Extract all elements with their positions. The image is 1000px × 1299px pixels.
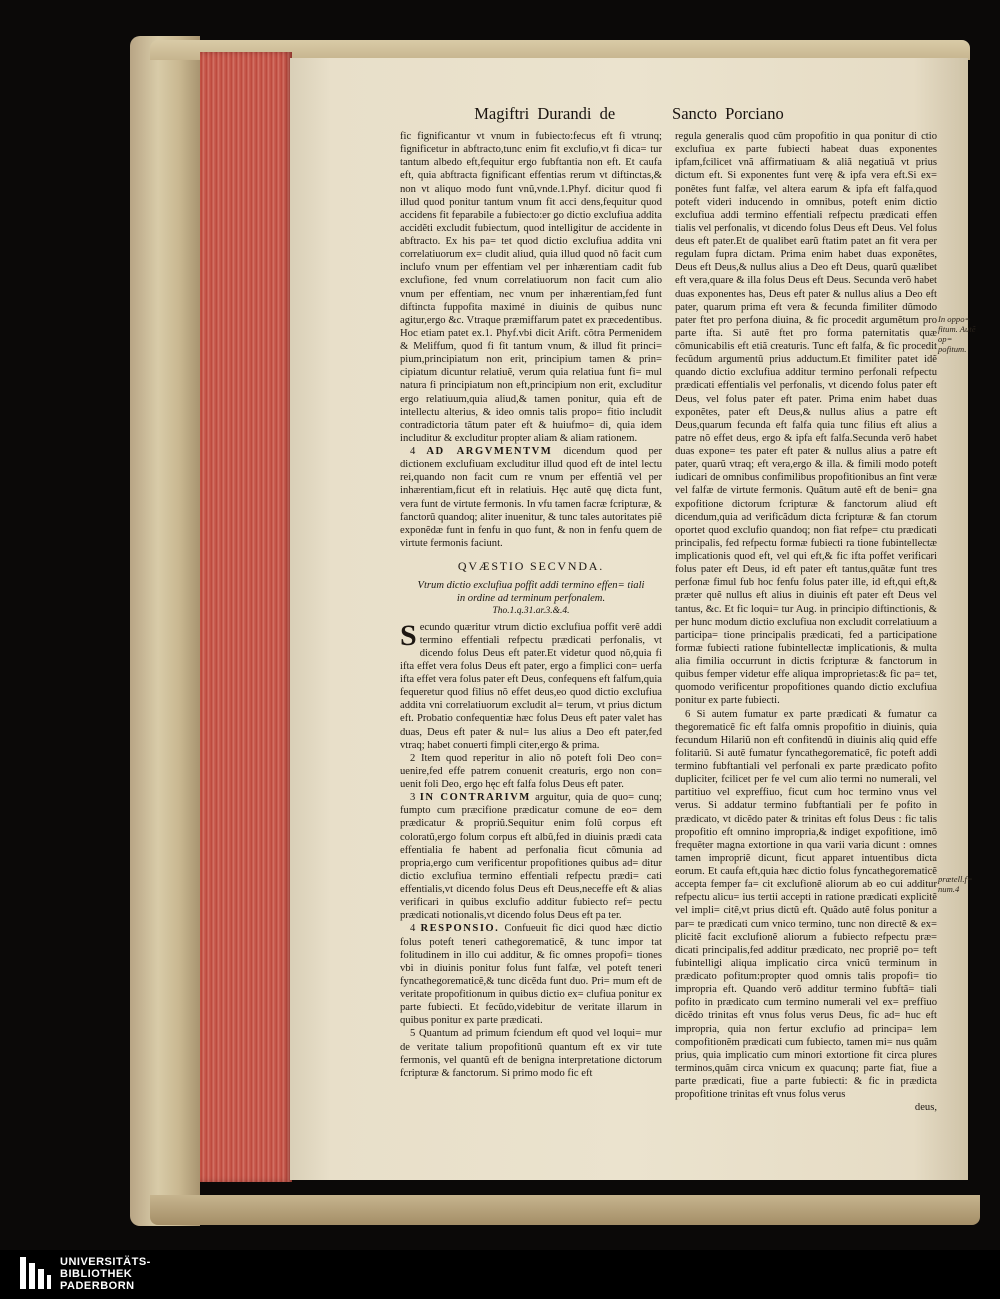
paragraph-text: Confueuit fic dici quod hæc dictio folus poteft teneri cathegorematicẽ, & tunc impor tat folitudinem in illo cui additur, & fic omnes propofi= tiones vbi in diuinis ponitur folus funt falfæ, vel poteft teneri fyncathegorematicẽ,& tunc dicẽda funt duo. Pri= mum eft de veritate propofitionum in quibus dictio ex= clufiua ponitur ex parte fubiecti. Et fecũdo,videbitur de veritate illarum in quibus ponitur ex parte prædicati. (400, 923, 662, 1027)
paragraph-number: 2 (410, 752, 416, 764)
paragraph (400, 445, 662, 550)
paragraph (400, 618, 662, 752)
paragraph-number: 6 (685, 708, 691, 720)
library-footer (0, 1250, 1000, 1299)
right-column (675, 130, 937, 1114)
library-name (60, 1256, 151, 1292)
library-name-line: BIBLIOTHEK (60, 1268, 133, 1280)
header-right: Sancto Porciano (672, 104, 784, 123)
paragraph-number: 5 (410, 1028, 416, 1040)
book-page (290, 58, 976, 1180)
library-logo-icon (18, 1255, 52, 1291)
question-heading: QVÆSTIO SECVNDA. (457, 559, 605, 573)
paragraph-text: arguitur, quia de quo= cunq; fumpto cum præcifione prædicatur comune de eo= dem prædicatur & propriũ.Sequitur enim folũ corpus eft coloratũ,ergo folum corpus eft albũ,fed in diuinis prædi cata effentialia fe habent ad perfonalia ficut cõmunia ad propria,ergo cum verificentur propofitiones quibus ad= ditur dictio exclufiua termino effentiali refpectu prædi= cati effentialis,vt dicendo folus Deus eft Deus,neceffe eft & alias verificari in quibus exclufio additur fubiecto ref= pectu prædicati notionalis,vt dicendo folus Deus eft pa ter. (400, 792, 662, 922)
margin-note: In oppo= fitum. Autẽ op= pofitum. (938, 314, 976, 354)
paragraph-number: 4 (410, 446, 416, 457)
lead-words: RESPONSIO. (420, 923, 500, 935)
paragraph-text: ecundo quæritur vtrum dictio exclufiua poffit verẽ addi termino effentiali refpectu prædicati perfonalis, vt dicendo folus Deus eft pater.Et videtur quod nõ,quia fi ifta effet vera folus Deus eft pater, ergo a fimplici con= uerfa ifta effet vera folus pater eft Deus, confequens eft falfum,quia fequeretur quod filius nõ effet deus,eo quod dictio exclufiua addita vni correlatiuorum excludit al= terum, vt prius dictum eft. Probatio confequentiæ hæc folus Deus eft pater valet has duas, Deus eft pater & nul= lus alius a Deo eft pater,fed vtraq; habet conuerti fimpli citer,ergo & prima. (400, 621, 662, 751)
vellum-binding (130, 36, 200, 1226)
paragraph-text: Quantum ad primum fciendum eft quod vel loqui= mur de veritate talium propofitionũ quantum eft ex vir tute fermonis, vel quantũ eft de benigna interpretatione dictorum fcripturæ & fanctorum. Si primo modo fic eft (400, 1028, 662, 1079)
running-header (290, 104, 968, 124)
paragraph-text: Si autem fumatur ex parte prædicati & fumatur ca thegorematicẽ fic eft falfa omnis propofitio in diuinis, quia fecundum Hilariũ non eft confitendũ in diuinis aliq quid effe folitariũ. Si autẽ fumatur fyncathegorematicẽ, fic poteft addi termino fubftantiali vel perfonali ex parte prædicato pofito dupliciter, fcilicet per fe vel cum alio termi no numerali, vel partitiuo vel expreffiuo, ficut cum hoc termino vnus vel verus. Si addatur termino fubftantiali per fe pofito in prædicato, vt dicẽdo pater & trinitas eft folus Deus : fic talis propofitio eft omnino impropria,& indiget expofitione, imõ frequẽter magna extortione in qua varii varia dicunt : omnes tamen impropriẽ dicunt, ficut apparet intuentibus dicta eorum. Et caufa eft,quia hæc dictio folus fyncathegorematicẽ accepta femper fa= cit exclufionẽ aliorum ab eo cui additur refpectu alicu= ius tertii accepti in ratione prædicati explicitẽ vel impli= citẽ,vt prius dictũ eft. Quãdo autẽ folus ponitur a par= te prædicati cum vnico termino, tunc non directẽ & ex= plicitẽ facit exclufionẽ aliorum a fubiecto refpectu præ= dicati principalis,fed additur prædicato, nec propriẽ po= teft fubintelligi aliqua implicatio circa vnicũ terminum in prædicato pofitum:propter quod omnis talis propofi= tio impropria eft. Quando verõ additur termino fubftã= tiali pofito in prædicato cum termino numerali vel ex= preffiuo dicẽdo trinitas eft vnus folus verus Deus, fic ad= huc eft impropria, quia non fertur exclufio ad principa= lem compofitionẽm prædicati cum fubiecto, tamen mi= nus quãm prius, quia implicatio cum minori extortione fit circa plures terminos,quãm circa vnicum ex quacunq; parte fiat, fiue a parte prædicati, fiue a parte fubiecti: & fic in prædicta propofitione trinitas eft vnus folus verus (675, 708, 937, 1101)
left-column (400, 130, 662, 1080)
paragraph (400, 922, 662, 1027)
library-name-line: PADERBORN (60, 1280, 135, 1292)
paragraph (675, 708, 937, 1102)
paragraph: regula generalis quod cũm propofitio in qua ponitur di ctio exclufiua ex parte fubiecti habeat duas exponentes ipfam,fcilicet vnã affirmatiuam & aliã negatiuã vt prius dictum eft. Si exponentes funt verę & ipfa vera eft.Si ex= ponẽtes funt falfæ, vel altera earum & ipfa eft falfa,quod poteft videri inducendo in omnibus, poteft enim dictio exclufiua addi termino effentiali refpectu prædicati effen tialis vel perfonalis, vt dicendo folus Deus eft Deus. Vel folus deus eft pater.Et de qualibet earũ ftatim patet an fit vera per regulam fupra dictam. Prima enim habet duas exponẽtes, Deus eft Deus,& nullus alius a Deo eft Deus, quarũ quælibet eft vera,quare & illa folus Deus eft Deus. Secunda verõ habet duas exponentes has, Deus eft pater & nullus alius a Deo eft pater, quarum prima eft vera & fecunda fimiliter dũmodo pater ftet pro perfona diuina, & fic procedit argumẽtum pro parte ifta. Si autẽ ftet pro forma paternitatis quæ cõmunicabilis eft etiã creaturis. Tunc eft falfa, & fic procedit fecũdum argumentũ prius adductum.Et fimiliter patet idẽ quando dictio exclufiua additur termino perfonali refpectu prædicati effentialis vel perfonalis, vt dicendo folus pater eft Deus, vel folus pater eft pater. Prima enim habet duas exponẽtes, pater eft Deus,& nullus alius a patre eft Deus,quarum fecunda eft falfa quia tunc filius eft alius a patre nõ effet deus, ergo & ipfa eft falfa.Secunda verõ habet duas expone= tes pater eft pater & nullus alius a patre eft pater, quarũ vtraq; eft vera,ergo & illa. & fimili modo poteft iudicari de omnibus confimilibus propofitionibus an fint veræ vel falfæ de virtute fermonis. Quãtum autẽ eft de beni= gna expofitione dictorum fcripturæ & fanctorum aliud eft dicendum,quia ad verificãdum dicta fcripturæ & fan ctorum oportet quod exclufio quandoq; non fiat refpe= ctu prædicati principalis, fed refpectu formæ fubiecti ra tione fubintellectæ implicationis quod eft, vel qui eft,& fic ifta poffet verificari folus pater eft Deus, id eft pater eft tantus,quãtæ funt tres perfonæ fimul fub hoc fenfu folus pater ille, id eft,qui eft,& præter quẽ nullus eft alius in diuinis eft pater eft Deus vel tantus, &c. Et fic loqui= tur Aug. in principio diftinctionis, & per hunc modum dictio exclufiua non excludit correlatiuum a participa= tione principalis prædicati, fed a participatione formæ fubiecti ratione fubintellectæ implicationis, & multa alia fimilia occurrunt in dictis fcripturæ & fanctorum in quibus femper videtur effe aliqua improprietas:& fic pa= tet, quomodo verificentur propofitiones quando dictio exclufiua ponitur ex parte fubiecti. (675, 131, 937, 707)
header-left: Magiftri Durandi de (474, 104, 616, 123)
lead-words: AD ARGVMENTVM (426, 446, 553, 457)
red-page-edges (200, 52, 292, 1182)
paragraph (400, 791, 662, 922)
question-title: Vtrum dictio exclufiua poffit addi termino effen= tiali in ordine ad terminum perfonalem. (417, 580, 645, 605)
drop-cap: S (400, 618, 417, 652)
paragraph (400, 1027, 662, 1080)
question-reference: Tho.1.q.31.ar.3.&.4. (492, 606, 570, 617)
paragraph-number: 4 (410, 923, 416, 935)
lead-words: IN CONTRARIVM (419, 792, 531, 804)
cover-bottom-edge (150, 1195, 980, 1225)
paragraph-text: dicendum quod per dictionem exclufiuam excluditur illud quod eft de intel lectu rei,quando non facit cum re vnum per effentiã vel per inhærentiam,ficut eft in relatiuis. Hęc autẽ quę dicta funt, vera funt de virtute fermonis. In vfu tamen facræ fcripturæ, & fanctorũ quandoq; aliter inuenitur, & tunc tales autoritates piẽ exponẽdæ funt in fenfu in quo funt, & non in fenfu quem de virtute fermonis faciunt. (400, 446, 662, 549)
catchword: deus, (914, 1102, 937, 1114)
paragraph (400, 752, 662, 791)
paragraph: fic fignificantur vt vnum in fubiecto:fecus eft fi vtrunq; fignificetur in abftracto,tunc enim fit exclufio,vt fi dica= tur tantum albedo eft,fequitur ergo fubftantia non eft. Et caufa eft, quia abftracta fignificant effentias rerum vt diftinctas,& non vt aliquo modo funt vnũ,vnde.1.Phyf. dicitur quod fi illud quod ponitur tantum vnum fit acci dens,fequitur quod accidens fit feparabile a fubiecto:er go dictio exclufiua addita accidẽti excludit fubiectum, quod intelligitur de accidente in abftracto. Ex his pa= tet quod dictio exclufiua addita vni correlatiuorum ex= cludit aliud, quia illud quod nõ facit cum inclufo vnum per effentiam vel per inhærentiam cadit fub exclufione, fed vnum correlatiuorum non facit cum alio vnum per effentiam, nec vnum per inhærentiam,fed funt diftincta fuppofita maximé in diuinis de quibus nunc agitur,ergo &c. Vtraque præmiffarum patet ex præcedentibus. Hoc etiam patet ex.1. Phyf.vbi dicit Arift. cõtra Permenidem & Meliffum, quod fi fit tantum vnum, & illud fit princi= pium,principiatum non erit, principium tamen & prin= cipiatum dicuntur relatiuẽ, verum quia relatiua funt fi= mul natura fi principiatum non eft,principium non erit, excluditur ergo relatiuum,quia aliud,& tamen ponitur, quia eft de intellectu alterius, & ideo omnis talis propo= fitio includit contradictoria tãtum pater eft & huiufmo= di, quia idem includitur & excluditur propter aliam & aliam rationem. (400, 131, 662, 444)
library-name-line: UNIVERSITÄTS- (60, 1256, 151, 1268)
margin-note: prætell.f= num.4 (938, 874, 973, 894)
paragraph-text: Item quod reperitur in alio nõ poteft foli Deo con= uenire,fed effe patrem conuenit creaturis, ergo non con= uenit foli Deo, ergo hęc eft falfa folus Deus eft pater. (400, 752, 662, 790)
paragraph-number: 3 (410, 792, 416, 804)
